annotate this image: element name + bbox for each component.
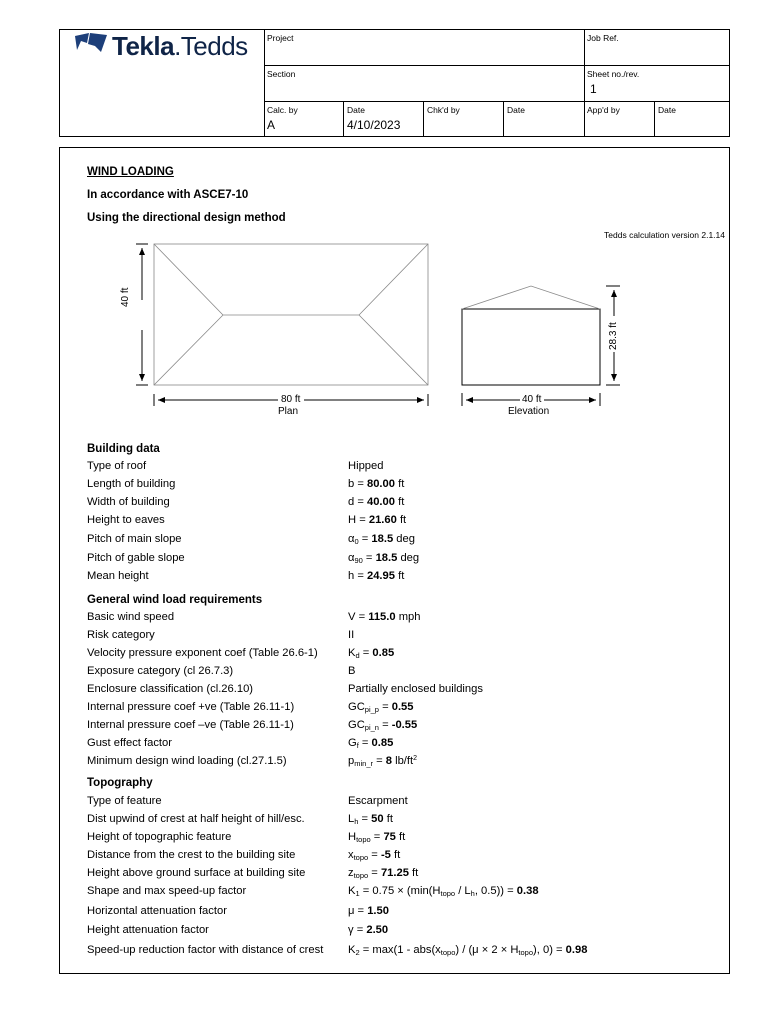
- row-label: Gust effect factor: [87, 737, 172, 749]
- value-number: 80.00: [366, 478, 395, 490]
- calcby-value: A: [267, 118, 276, 132]
- appd-label: App'd by: [587, 105, 620, 115]
- value-subscript: h: [470, 889, 475, 898]
- value-unit: ft: [390, 849, 401, 861]
- row-value: [348, 944, 587, 956]
- date2-label: Date: [507, 105, 525, 115]
- plan-width-label: 80 ft: [281, 394, 301, 405]
- value-symbol: GC: [348, 701, 365, 713]
- value-equals: =: [354, 496, 367, 508]
- sheet-value: 1: [590, 82, 597, 96]
- logo-text-tekla: Tekla: [112, 31, 175, 61]
- row-label: Mean height: [87, 570, 149, 582]
- value-subscript: topo: [440, 948, 456, 957]
- row-label: Height attenuation factor: [87, 924, 209, 936]
- value-symbol: h: [348, 570, 355, 582]
- value-number: 115.0: [368, 611, 396, 623]
- value-equals: =: [358, 737, 372, 749]
- row-value: [348, 460, 383, 472]
- row-label: Dist upwind of crest at half height of hill/esc.: [87, 813, 305, 825]
- value-equals: =: [356, 514, 369, 526]
- value-text: Partially enclosed buildings: [348, 683, 483, 695]
- value-number: 50: [371, 813, 384, 825]
- value-symbol: GC: [348, 719, 365, 731]
- value-unit: ft: [383, 813, 393, 825]
- value-number: 71.25: [380, 867, 409, 879]
- value-unit: deg: [397, 552, 420, 564]
- value-symbol: γ: [348, 924, 354, 936]
- row-value: [348, 611, 420, 623]
- value-subscript: 2: [355, 948, 360, 957]
- plan-hip-line: [359, 244, 428, 315]
- value-equals: =: [378, 719, 392, 731]
- value-unit: ft: [395, 831, 406, 843]
- row-value: [348, 719, 417, 731]
- building-diagram: [0, 0, 768, 430]
- value-equals: =: [358, 813, 372, 825]
- row-label: Width of building: [87, 496, 170, 508]
- row-label: Pitch of gable slope: [87, 552, 185, 564]
- value-equals: =: [355, 611, 369, 623]
- value-subscript: d: [355, 651, 360, 660]
- value-number: 24.95: [366, 570, 395, 582]
- row-label: Pitch of main slope: [87, 533, 182, 545]
- row-label: Height of topographic feature: [87, 831, 232, 843]
- value-equals: =: [368, 849, 381, 861]
- row-label: Velocity pressure exponent coef (Table 26.6-1): [87, 647, 318, 659]
- doc-title: WIND LOADING: [87, 166, 174, 178]
- value-equals: =: [359, 647, 373, 659]
- row-value: [348, 570, 404, 582]
- plan-depth-label: 40 ft: [120, 287, 131, 307]
- row-value: [348, 755, 417, 767]
- doc-subtitle-2: Using the directional design method: [87, 212, 286, 224]
- general-heading: General wind load requirements: [87, 594, 263, 606]
- value-unit: ft: [396, 514, 407, 526]
- plan-outline: [154, 244, 428, 385]
- value-equals: =: [354, 905, 368, 917]
- value-equals: =: [358, 533, 372, 545]
- row-value: [348, 552, 419, 564]
- row-value: [348, 905, 389, 917]
- value-number: -5: [380, 849, 391, 861]
- value-unit: ft: [394, 478, 405, 490]
- topography-heading: Topography: [87, 777, 153, 789]
- value-text: B: [348, 665, 356, 677]
- value-subscript: pi_n: [364, 723, 379, 732]
- sheet-label: Sheet no./rev.: [587, 69, 640, 79]
- value-equals: =: [353, 924, 367, 936]
- value-number: 40.00: [366, 496, 395, 508]
- date3-label: Date: [658, 105, 676, 115]
- elevation-roof-line: [462, 286, 600, 309]
- value-symbol: G: [348, 737, 357, 749]
- value-expression: ), 0) =: [533, 944, 566, 956]
- value-subscript: pi_p: [364, 705, 379, 714]
- row-value: [348, 496, 404, 508]
- value-text: Hipped: [348, 460, 384, 472]
- value-number: -0.55: [391, 719, 418, 731]
- elevation-caption: Elevation: [508, 406, 550, 417]
- date-value: 4/10/2023: [347, 118, 401, 132]
- value-number: 18.5: [371, 533, 394, 545]
- elevation-outline: [462, 309, 600, 385]
- value-expression: , 0.5)) =: [474, 885, 517, 897]
- value-symbol: H: [348, 514, 357, 526]
- value-subscript: topo: [353, 853, 369, 862]
- row-value: [348, 737, 393, 749]
- value-subscript: topo: [353, 871, 369, 880]
- row-label: Risk category: [87, 629, 155, 641]
- value-symbol: μ: [348, 905, 355, 917]
- value-symbol: K: [348, 885, 356, 897]
- value-subscript: 90: [354, 556, 363, 565]
- value-subscript: topo: [356, 835, 371, 844]
- plan-hip-line: [359, 315, 428, 385]
- plan-hip-line: [154, 315, 223, 385]
- value-equals: =: [354, 570, 367, 582]
- value-subscript: min_r: [354, 759, 373, 768]
- row-value: [348, 514, 406, 526]
- row-value: [348, 478, 404, 490]
- value-symbol: K: [348, 944, 356, 956]
- value-number: 2.50: [366, 924, 389, 936]
- value-symbol: p: [348, 755, 355, 767]
- row-label: Horizontal attenuation factor: [87, 905, 227, 917]
- row-value: [348, 849, 400, 861]
- value-number: 75: [383, 831, 396, 843]
- value-equals: =: [368, 867, 381, 879]
- row-label: Distance from the crest to the building site: [87, 849, 296, 861]
- date-label: Date: [347, 105, 365, 115]
- value-equals: =: [378, 701, 392, 713]
- row-label: Shape and max speed-up factor: [87, 885, 247, 897]
- value-expression: ) / (μ × 2 × H: [455, 944, 519, 956]
- value-symbol: L: [348, 813, 355, 825]
- value-subscript: 0: [354, 537, 359, 546]
- row-label: Type of feature: [87, 795, 162, 807]
- project-label: Project: [267, 33, 294, 43]
- row-label: Exposure category (cl 26.7.3): [87, 665, 234, 677]
- elevation-width-label: 40 ft: [522, 394, 542, 405]
- row-value: [348, 885, 539, 897]
- row-value: [348, 867, 418, 879]
- row-value: [348, 813, 393, 825]
- row-value: [348, 831, 405, 843]
- row-label: Height above ground surface at building site: [87, 867, 306, 879]
- value-unit: ft: [394, 496, 405, 508]
- value-symbol: z: [348, 867, 354, 879]
- value-expression: = 0.75 × (min(H: [359, 885, 441, 897]
- row-label: Enclosure classification (cl.26.10): [87, 683, 254, 695]
- value-expression: = max(1 - abs(x: [359, 944, 441, 956]
- row-value: [348, 647, 394, 659]
- value-number: 21.60: [368, 514, 397, 526]
- value-superscript: 2: [413, 755, 418, 762]
- row-value: [348, 795, 408, 807]
- row-label: Height to eaves: [87, 514, 165, 526]
- row-label: Minimum design wind loading (cl.27.1.5): [87, 755, 287, 767]
- value-symbol: K: [348, 647, 356, 659]
- row-label: Type of roof: [87, 460, 147, 472]
- value-subscript: topo: [518, 948, 534, 957]
- calcby-label: Calc. by: [267, 105, 298, 115]
- row-value: [348, 629, 354, 641]
- value-number: 0.85: [372, 647, 395, 659]
- row-label: Basic wind speed: [87, 611, 175, 623]
- row-value: [348, 533, 415, 545]
- logo-text-tedds: Tedds: [180, 31, 248, 61]
- value-unit: deg: [393, 533, 415, 545]
- value-symbol: x: [348, 849, 354, 861]
- value-text: II: [348, 629, 355, 641]
- row-value: [348, 683, 483, 695]
- doc-subtitle-1: In accordance with ASCE7-10: [87, 189, 249, 201]
- row-label: Internal pressure coef +ve (Table 26.11-1): [87, 701, 295, 713]
- value-number: 8: [385, 755, 392, 767]
- value-symbol: H: [348, 831, 357, 843]
- plan-caption: Plan: [278, 406, 299, 417]
- version-note: Tedds calculation version 2.1.14: [604, 230, 725, 240]
- value-subscript: topo: [440, 889, 456, 898]
- row-label: Length of building: [87, 478, 176, 490]
- value-number: 0.85: [371, 737, 394, 749]
- row-label: Speed-up reduction factor with distance of crest: [87, 944, 324, 956]
- value-subscript: f: [356, 741, 359, 750]
- value-number: 18.5: [375, 552, 398, 564]
- value-subscript: h: [354, 817, 359, 826]
- row-value: [348, 701, 414, 713]
- value-symbol: α: [348, 552, 355, 564]
- logo-wordmark: Tekla.Tedds: [112, 31, 248, 61]
- row-value: [348, 924, 388, 936]
- value-unit: ft: [394, 570, 405, 582]
- value-unit: mph: [395, 611, 421, 623]
- value-equals: =: [354, 478, 367, 490]
- row-value: [348, 665, 355, 677]
- value-number: 0.98: [565, 944, 588, 956]
- value-equals: =: [370, 831, 384, 843]
- value-symbol: b: [348, 478, 355, 490]
- value-number: 0.55: [391, 701, 414, 713]
- row-label: Internal pressure coef –ve (Table 26.11-1): [87, 719, 294, 731]
- value-number: 1.50: [367, 905, 389, 917]
- value-subscript: 1: [355, 889, 360, 898]
- jobref-label: Job Ref.: [587, 33, 619, 43]
- value-equals: =: [373, 755, 386, 767]
- section-label: Section: [267, 69, 296, 79]
- value-unit: ft: [408, 867, 419, 879]
- value-symbol: α: [348, 533, 355, 545]
- value-equals: =: [362, 552, 376, 564]
- value-symbol: d: [348, 496, 355, 508]
- value-symbol: V: [348, 611, 356, 623]
- value-unit: lb/ft: [391, 755, 414, 767]
- value-expression: / L: [455, 885, 471, 897]
- elevation-height-label: 28.3 ft: [608, 322, 619, 350]
- chkd-label: Chk'd by: [427, 105, 460, 115]
- value-number: 0.38: [516, 885, 539, 897]
- value-text: Escarpment: [348, 795, 408, 807]
- building-data-heading: Building data: [87, 443, 160, 455]
- plan-hip-line: [154, 244, 223, 315]
